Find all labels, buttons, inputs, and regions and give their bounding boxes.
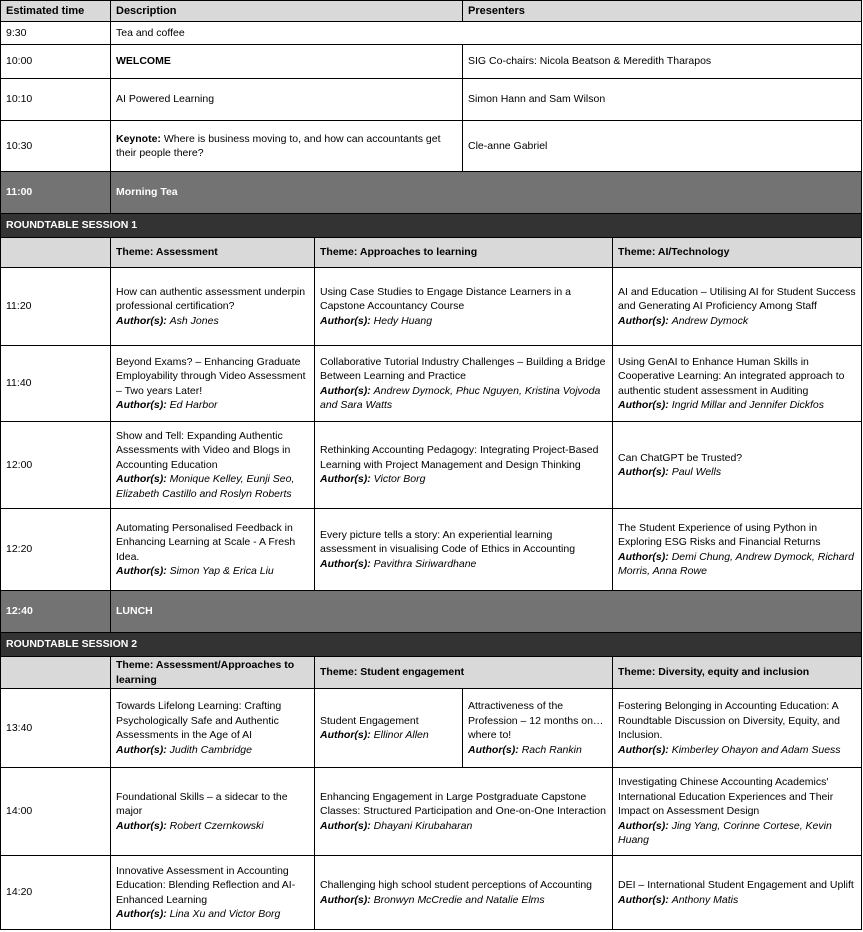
session-cell bbox=[111, 689, 315, 768]
session-title: Towards Lifelong Learning: Crafting Psychologically Safe and Authentic Assessments in the Age of AI bbox=[116, 700, 282, 741]
session-title: How can authentic assessment underpin professional certification? bbox=[116, 285, 306, 313]
session-cell bbox=[613, 509, 862, 591]
row-time: 9:30 bbox=[1, 22, 111, 45]
row-time: 14:00 bbox=[1, 768, 111, 856]
row-time: 10:30 bbox=[1, 121, 111, 172]
session-title: Innovative Assessment in Accounting Education: Blending Reflection and AI-Enhanced Learning bbox=[116, 864, 296, 906]
table-row bbox=[1, 856, 862, 930]
session-title: Using Case Studies to Engage Distance Learners in a Capstone Accountancy Course bbox=[320, 285, 571, 313]
theme-label: Theme: AI/Technology bbox=[613, 238, 862, 268]
row-time: 11:20 bbox=[1, 268, 111, 346]
session-authors: Ingrid Millar and Jennifer Dickfos bbox=[671, 399, 824, 411]
author-label: Author(s): bbox=[116, 314, 167, 327]
row-description: WELCOME bbox=[111, 45, 463, 79]
session-cell bbox=[315, 689, 463, 768]
session-authors: Dhayani Kirubaharan bbox=[373, 819, 473, 832]
table-row bbox=[1, 422, 862, 509]
theme-label: Theme: Assessment bbox=[111, 238, 315, 268]
author-label: Author(s): bbox=[618, 466, 669, 478]
session-title: AI and Education – Utilising AI for Student Success and Generating AI Proficiency Among Staff bbox=[618, 285, 856, 313]
session-cell bbox=[463, 689, 613, 768]
author-label: Author(s): bbox=[116, 908, 167, 920]
session-authors: Victor Borg bbox=[373, 473, 426, 486]
session-cell bbox=[315, 268, 613, 346]
session-cell bbox=[613, 689, 862, 768]
session-authors: Simon Yap & Erica Liu bbox=[169, 565, 274, 577]
keynote-label: Keynote: bbox=[116, 132, 161, 145]
session-title: Show and Tell: Expanding Authentic Assessments with Video and Blogs in Accounting Education bbox=[116, 429, 291, 471]
session-title: Student Engagement bbox=[320, 714, 419, 727]
author-label: Author(s): bbox=[618, 550, 669, 563]
session-authors: Pavithra Siriwardhane bbox=[373, 557, 477, 570]
row-time: 10:10 bbox=[1, 79, 111, 121]
session-authors: Anthony Matis bbox=[671, 893, 739, 906]
session-title: Foundational Skills – a sidecar to the major bbox=[116, 790, 288, 818]
session-cell bbox=[613, 346, 862, 422]
session-title: Can ChatGPT be Trusted? bbox=[618, 451, 743, 464]
session-cell bbox=[613, 856, 862, 930]
session-authors: Hedy Huang bbox=[373, 314, 433, 327]
session-title: Enhancing Engagement in Large Postgraduate Capstone Classes: Structured Participation and One-on-One Interaction bbox=[320, 790, 606, 818]
session-cell bbox=[315, 346, 613, 422]
break-row bbox=[1, 172, 862, 214]
author-label: Author(s): bbox=[618, 314, 669, 327]
row-time: 11:00 bbox=[1, 172, 111, 214]
session-title: Using GenAI to Enhance Human Skills in Cooperative Learning: An integrated approach to authentic student assessment in Auditing bbox=[618, 355, 845, 397]
author-label: Author(s): bbox=[320, 819, 371, 832]
row-time: 12:00 bbox=[1, 422, 111, 509]
session-authors: Jing Yang, Corinne Cortese, Kevin Huang bbox=[618, 819, 832, 847]
table-row bbox=[1, 45, 862, 79]
table-row bbox=[1, 121, 862, 172]
row-description: AI Powered Learning bbox=[111, 79, 463, 121]
row-presenters: Simon Hann and Sam Wilson bbox=[463, 79, 862, 121]
session-title: Attractiveness of the Profession – 12 months on… where to! bbox=[468, 700, 604, 741]
session-authors: Andrew Dymock, Phuc Nguyen, Kristina Vojvoda and Sara Watts bbox=[320, 384, 601, 411]
author-label: Author(s): bbox=[320, 314, 371, 327]
section-title: ROUNDTABLE SESSION 1 bbox=[1, 214, 862, 238]
author-label: Author(s): bbox=[116, 473, 167, 486]
author-label: Author(s): bbox=[618, 819, 669, 832]
session-authors: Robert Czernkowski bbox=[169, 819, 264, 832]
author-label: Author(s): bbox=[618, 893, 669, 906]
table-row bbox=[1, 689, 862, 768]
theme-label: Theme: Assessment/Approaches to learning bbox=[111, 657, 315, 689]
session-authors: Rach Rankin bbox=[521, 743, 582, 756]
break-row bbox=[1, 591, 862, 633]
row-presenters: SIG Co-chairs: Nicola Beatson & Meredith Tharapos bbox=[463, 45, 862, 79]
row-description: Morning Tea bbox=[111, 172, 862, 214]
table-row bbox=[1, 509, 862, 591]
table-row bbox=[1, 346, 862, 422]
session-title: Rethinking Accounting Pedagogy: Integrating Project-Based Learning with Project Management and Design Thinking bbox=[320, 444, 599, 471]
session-cell bbox=[315, 509, 613, 591]
session-title: Investigating Chinese Accounting Academics' International Education Experiences and Their Impact on Assessment Design bbox=[618, 776, 834, 818]
session-authors: Lina Xu and Victor Borg bbox=[169, 908, 281, 920]
row-time: 12:20 bbox=[1, 509, 111, 591]
session-cell bbox=[613, 268, 862, 346]
table-header-row bbox=[1, 1, 862, 22]
session-cell bbox=[613, 768, 862, 856]
author-label: Author(s): bbox=[116, 399, 167, 411]
author-label: Author(s): bbox=[116, 565, 167, 577]
session-title: Challenging high school student perceptions of Accounting bbox=[320, 879, 593, 891]
session-cell bbox=[111, 268, 315, 346]
theme-row bbox=[1, 238, 862, 268]
author-label: Author(s): bbox=[320, 473, 371, 486]
row-presenters: Cle-anne Gabriel bbox=[463, 121, 862, 172]
session-title: The Student Experience of using Python in Exploring ESG Risks and Financial Returns bbox=[618, 521, 821, 548]
row-description: LUNCH bbox=[111, 591, 862, 633]
row-description bbox=[111, 121, 463, 172]
author-label: Author(s): bbox=[618, 743, 669, 756]
session-cell bbox=[315, 856, 613, 930]
session-authors: Monique Kelley, Eunji Seo, Elizabeth Castillo and Roslyn Roberts bbox=[116, 473, 295, 500]
section-title-row bbox=[1, 633, 862, 657]
author-label: Author(s): bbox=[320, 384, 371, 397]
session-cell bbox=[613, 422, 862, 509]
session-title: Every picture tells a story: An experiential learning assessment in visualising Code of Ethics in Accounting bbox=[320, 528, 576, 556]
session-title: Automating Personalised Feedback in Enhancing Learning at Scale - A Fresh Idea. bbox=[116, 521, 296, 563]
header-time: Estimated time bbox=[1, 1, 111, 22]
row-time: 13:40 bbox=[1, 689, 111, 768]
session-cell bbox=[111, 422, 315, 509]
section-title-row bbox=[1, 214, 862, 238]
session-cell bbox=[315, 768, 613, 856]
theme-label: Theme: Approaches to learning bbox=[315, 238, 613, 268]
session-authors: Ed Harbor bbox=[169, 399, 218, 411]
row-time: 12:40 bbox=[1, 591, 111, 633]
session-authors: Ash Jones bbox=[169, 314, 219, 327]
session-authors: Paul Wells bbox=[671, 466, 722, 478]
session-authors: Demi Chung, Andrew Dymock, Richard Morris, Anna Rowe bbox=[618, 550, 854, 577]
session-authors: Judith Cambridge bbox=[169, 743, 252, 756]
session-cell bbox=[111, 346, 315, 422]
session-authors: Kimberley Ohayon and Adam Suess bbox=[671, 743, 841, 756]
theme-blank bbox=[1, 238, 111, 268]
author-label: Author(s): bbox=[320, 557, 371, 570]
session-cell bbox=[111, 856, 315, 930]
session-title: Beyond Exams? – Enhancing Graduate Employability through Video Assessment – Two years Later! bbox=[116, 355, 306, 397]
table-row bbox=[1, 22, 862, 45]
session-authors: Andrew Dymock bbox=[671, 314, 749, 327]
session-cell bbox=[111, 768, 315, 856]
author-label: Author(s): bbox=[116, 819, 167, 832]
author-label: Author(s): bbox=[618, 399, 669, 411]
keynote-title: Where is business moving to, and how can accountants get their people there? bbox=[116, 132, 441, 159]
author-label: Author(s): bbox=[320, 893, 371, 906]
theme-blank bbox=[1, 657, 111, 689]
theme-label: Theme: Diversity, equity and inclusion bbox=[613, 657, 862, 689]
section-title: ROUNDTABLE SESSION 2 bbox=[1, 633, 862, 657]
session-authors: Bronwyn McCredie and Natalie Elms bbox=[373, 893, 545, 906]
session-title: Collaborative Tutorial Industry Challenges – Building a Bridge Between Learning and Practice bbox=[320, 355, 606, 382]
author-label: Author(s): bbox=[320, 729, 371, 741]
row-time: 11:40 bbox=[1, 346, 111, 422]
session-cell bbox=[315, 422, 613, 509]
header-presenters: Presenters bbox=[463, 1, 862, 22]
session-cell bbox=[111, 509, 315, 591]
header-description: Description bbox=[111, 1, 463, 22]
session-authors: Ellinor Allen bbox=[373, 729, 429, 741]
table-row bbox=[1, 768, 862, 856]
row-time: 14:20 bbox=[1, 856, 111, 930]
row-description: Tea and coffee bbox=[111, 22, 862, 45]
author-label: Author(s): bbox=[116, 743, 167, 756]
author-label: Author(s): bbox=[468, 743, 519, 756]
session-title: Fostering Belonging in Accounting Education: A Roundtable Discussion on Diversity, Equity, and Inclusion. bbox=[618, 700, 840, 741]
row-time: 10:00 bbox=[1, 45, 111, 79]
session-title: DEI – International Student Engagement and Uplift bbox=[618, 879, 854, 891]
theme-label: Theme: Student engagement bbox=[315, 657, 613, 689]
table-row bbox=[1, 268, 862, 346]
table-row bbox=[1, 79, 862, 121]
theme-row bbox=[1, 657, 862, 689]
